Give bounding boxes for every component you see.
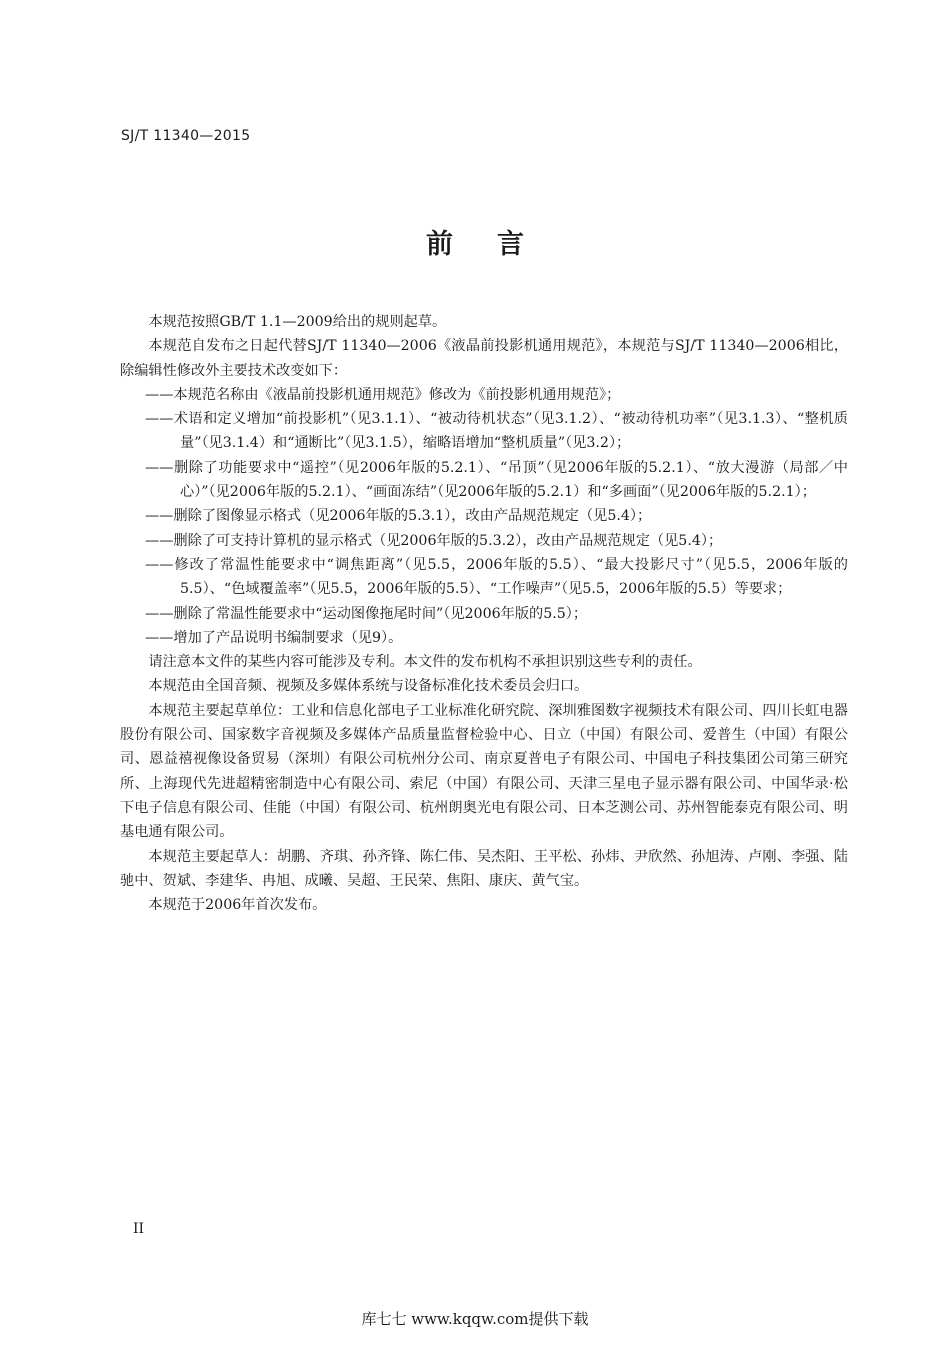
change-item: ——修改了常温性能要求中“调焦距离”（见5.5，2006年版的5.5）、“最大投影尺寸”（见5.5，2006年版的5.5）、“色域覆盖率”（见5.5，2006年版的5.5）、“工作噪声”（见5.5，2006年版的5.5）等要求； xyxy=(145,556,848,598)
patent-notice: 请注意本文件的某些内容可能涉及专利。本文件的发布机构不承担识别这些专利的责任。 xyxy=(148,654,702,671)
intro-paragraph: 本规范自发布之日起代替SJ/T 11340—2006《液晶前投影机通用规范》，本规范与SJ/T 11340—2006相比，除编辑性修改外主要技术改变如下： xyxy=(120,338,848,379)
first-issue-paragraph: 本规范于2006年首次发布。 xyxy=(148,897,327,914)
change-item: ——删除了常温性能要求中“运动图像拖尾时间”（见2006年版的5.5）； xyxy=(145,605,588,622)
change-item: ——术语和定义增加“前投影机”（见3.1.1）、“被动待机状态”（见3.1.2）、“被动待机功率”（见3.1.3）、“整机质量”（见3.1.4）和“通断比”（见3.1.5），缩略语增加“整机质量”（见3.2）； xyxy=(145,411,848,452)
standard-code: SJ/T 11340—2015 xyxy=(121,128,251,144)
drafting-units-paragraph: 本规范主要起草单位：工业和信息化部电子工业标准化研究院、深圳雅图数字视频技术有限公司、四川长虹电器股份有限公司、国家数字音视频及多媒体产品质量监督检验中心、日立（中国）有限公司、爱普生（中国）有限公司、恩益禧视像设备贸易（深圳）有限公司杭州分公司、南京夏普电子有限公司、中国电子科技集团公司第三研究所、上海现代先进超精密制造中心有限公司、索尼（中国）有限公司、天津三星电子显示器有限公司、中国华录·松下电子信息有限公司、佳能（中国）有限公司、杭州朗奥光电有限公司、日本芝测公司、苏州智能泰克有限公司、明基电通有限公司。 xyxy=(120,702,848,841)
change-item: ——删除了功能要求中“遥控”（见2006年版的5.2.1）、“吊顶”（见2006年版的5.2.1）、“放大漫游（局部／中心）”（见2006年版的5.2.1）、“画面冻结”（见2006年版的5.2.1）和“多画面”（见2006年版的5.2.1）； xyxy=(145,459,848,501)
download-footer: 库七七 www.kqqw.com提供下载 xyxy=(361,1310,589,1328)
drafters-paragraph: 本规范主要起草人：胡鹏、齐琪、孙齐锋、陈仁伟、吴杰阳、王平松、孙炜、尹欣然、孙旭涛、卢刚、李强、陆驰中、贺斌、李建华、冉旭、成曦、吴超、王民荣、焦阳、康庆、黄气宝。 xyxy=(120,848,848,889)
change-item: ——本规范名称由《液晶前投影机通用规范》修改为《前投影机通用规范》； xyxy=(145,386,621,403)
committee-paragraph: 本规范由全国音频、视频及多媒体系统与设备标准化技术委员会归口。 xyxy=(148,678,589,695)
change-item: ——增加了产品说明书编制要求（见9）。 xyxy=(145,629,403,646)
change-item: ——删除了图像显示格式（见2006年版的5.3.1），改由产品规范规定（见5.4）； xyxy=(145,508,652,525)
page-title: 前言 xyxy=(426,229,568,260)
page-number: II xyxy=(133,1221,145,1237)
foreword-body xyxy=(120,310,848,917)
intro-paragraph: 本规范按照GB/T 1.1—2009给出的规则起草。 xyxy=(148,314,447,330)
change-item: ——删除了可支持计算机的显示格式（见2006年版的5.3.2），改由产品规范规定（见5.4）； xyxy=(145,532,723,549)
